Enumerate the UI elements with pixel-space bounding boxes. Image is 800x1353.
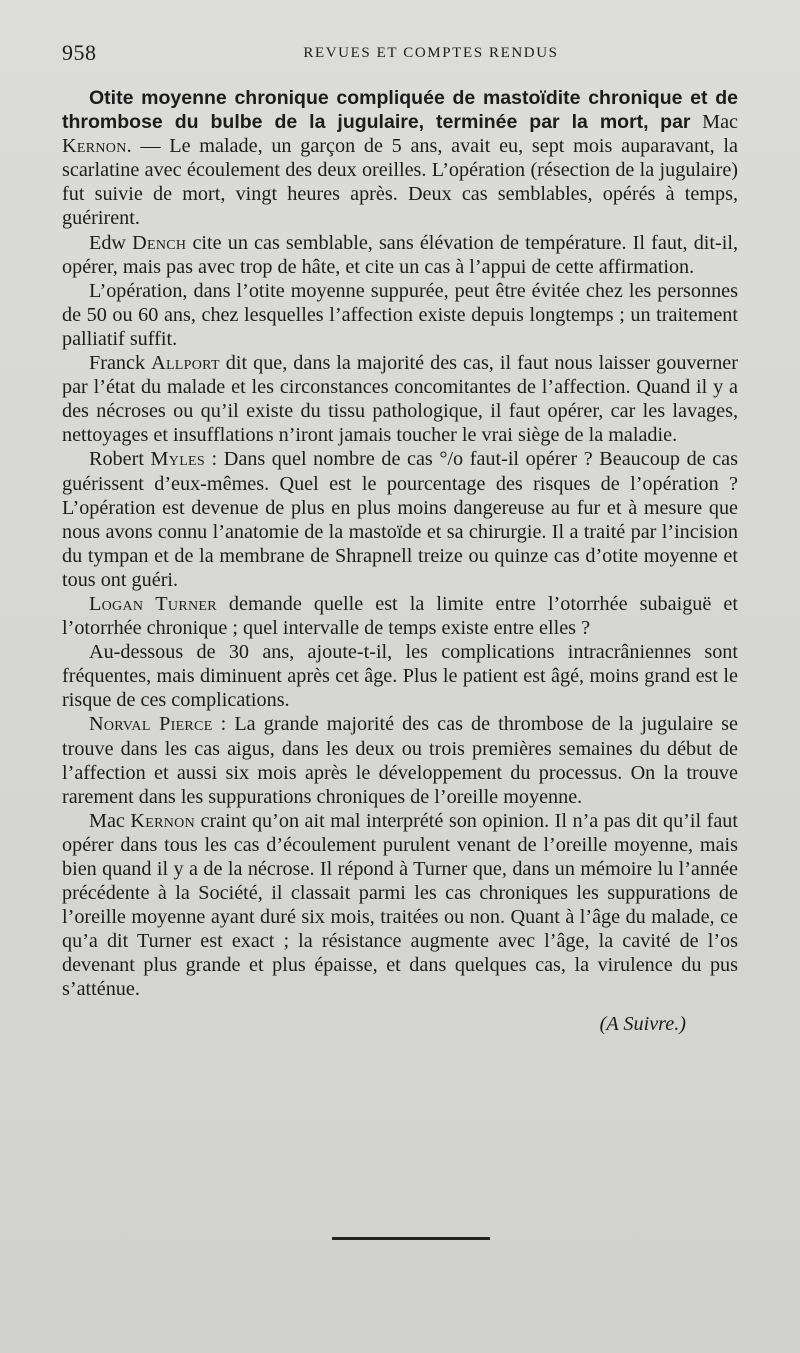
paragraph <box>62 231 738 279</box>
speaker-name: Allport <box>151 352 220 375</box>
article-title: Otite moyenne chronique compliquée de mastoïdite chronique et de thrombose du bulbe de la jugulaire, terminée par la mort, <box>62 87 738 134</box>
end-rule <box>332 1237 490 1240</box>
speaker-name: Dench <box>132 231 187 254</box>
speaker-given: Mac <box>89 809 125 832</box>
article-intro <box>62 86 738 231</box>
paragraph <box>62 592 738 640</box>
paragraph-text: demande quelle est la limite entre l’otorrhée subaiguë et l’otorrhée chronique ; quel intervalle de temps existe entre elles ? <box>62 592 738 640</box>
paragraph-text: cite un cas semblable, sans élévation de température. Il faut, dit-il, opérer, mais pas avec trop de hâte, et cite un cas à l’appui de cette affirmation. <box>62 231 738 278</box>
speaker-name: Kernon <box>130 809 195 832</box>
paragraph-text: craint qu’on ait mal interprété son opinion. Il n’a pas dit qu’il faut opérer dans tous les cas d’écoulement purulent venant de l’oreille moyenne, mais bien quand il y a de la nécrose. Il répond à Turner que, dans un mémoire lu l’année précédente à la Société, il classait parmi les cas chroniques les suppurations de l’oreille moyenne ayant duré six mois, traitées ou non. Quant à l’âge du malade, ce qu’a dit Turner est exact ; la résistance augmente avec l’âge, la cavité de l’os devenant plus grande et plus épaisse, et dans quelques cas, la virulence du pus s’atténue. <box>62 809 739 1001</box>
speaker-name: Logan Turner <box>89 592 217 615</box>
to-be-continued: (A Suivre.) <box>599 1012 686 1035</box>
paragraph <box>62 351 738 447</box>
paragraph-text: : La grande majorité des cas de thrombose de la jugulaire se trouve dans les cas aigus, dans les deux ou trois premières semaines du début de l’affection et aussi six mois après le développement du processus. On la trouve rarement dans les suppurations chroniques de l’oreille moyenne. <box>62 713 738 808</box>
running-head: REVUES ET COMPTES RENDUS <box>303 45 559 61</box>
speaker-given: Franck <box>89 352 146 375</box>
paragraph <box>62 447 738 592</box>
article-by: par <box>660 111 691 134</box>
paragraph <box>62 279 738 351</box>
speaker-name: Myles <box>150 448 205 471</box>
intro-text: . — Le malade, un garçon de 5 ans, avait eu, sept mois auparavant, la scarlatine avec écoulement des deux oreilles. L’opération (résection de la jugulaire) fut suivie de mort, vingt heures après. Deux cas semblables, opérés à temps, guérirent. <box>62 135 738 230</box>
paragraph <box>62 640 738 712</box>
paragraph-text: : Dans quel nombre de cas °/o faut-il opérer ? Beaucoup de cas guérissent d’eux-mêmes. Quel est le pourcentage des risques de l’opération ? L’opération est devenue de plus en plus moins dangereuse au fur et à mesure que nous avons connu l’anatomie de la mastoïde et sa chirurgie. Il a traité par l’incision du tympan et de la membrane de Shrapnell treize ou quinze cas d’otite moyenne et tous ont guéri. <box>62 448 738 591</box>
author-name: Kernon <box>62 135 127 158</box>
author-given: Mac <box>702 111 738 134</box>
speaker-name: Norval Pierce <box>89 713 213 736</box>
page-header <box>62 40 740 70</box>
paragraph <box>62 809 738 1002</box>
speaker-given: Edw <box>89 231 127 254</box>
paragraph-text: L’opération, dans l’otite moyenne suppurée, peut être évitée chez les personnes de 50 ou 60 ans, chez lesquelles l’affection existe depuis longtemps ; un traitement palliatif suffit. <box>62 279 738 350</box>
paragraph-text: Au-dessous de 30 ans, ajoute-t-il, les complications intracrâniennes sont fréquentes, mais diminuent après cet âge. Plus le patient est âgé, moins grand est le risque de ces complications. <box>62 641 738 712</box>
speaker-given: Robert <box>89 448 144 471</box>
paragraph-text: dit que, dans la majorité des cas, il faut nous laisser gouverner par l’état du malade et les circonstances concomitantes de l’affection. Quand il y a des nécroses ou qu’il existe du tissu pathologique, il faut opérer, car les lavages, nettoyages et insufflations n’iront jamais toucher le vrai siège de la maladie. <box>62 352 738 447</box>
page-number: 958 <box>62 40 97 65</box>
paragraph <box>62 712 738 808</box>
article-body <box>62 86 738 1036</box>
